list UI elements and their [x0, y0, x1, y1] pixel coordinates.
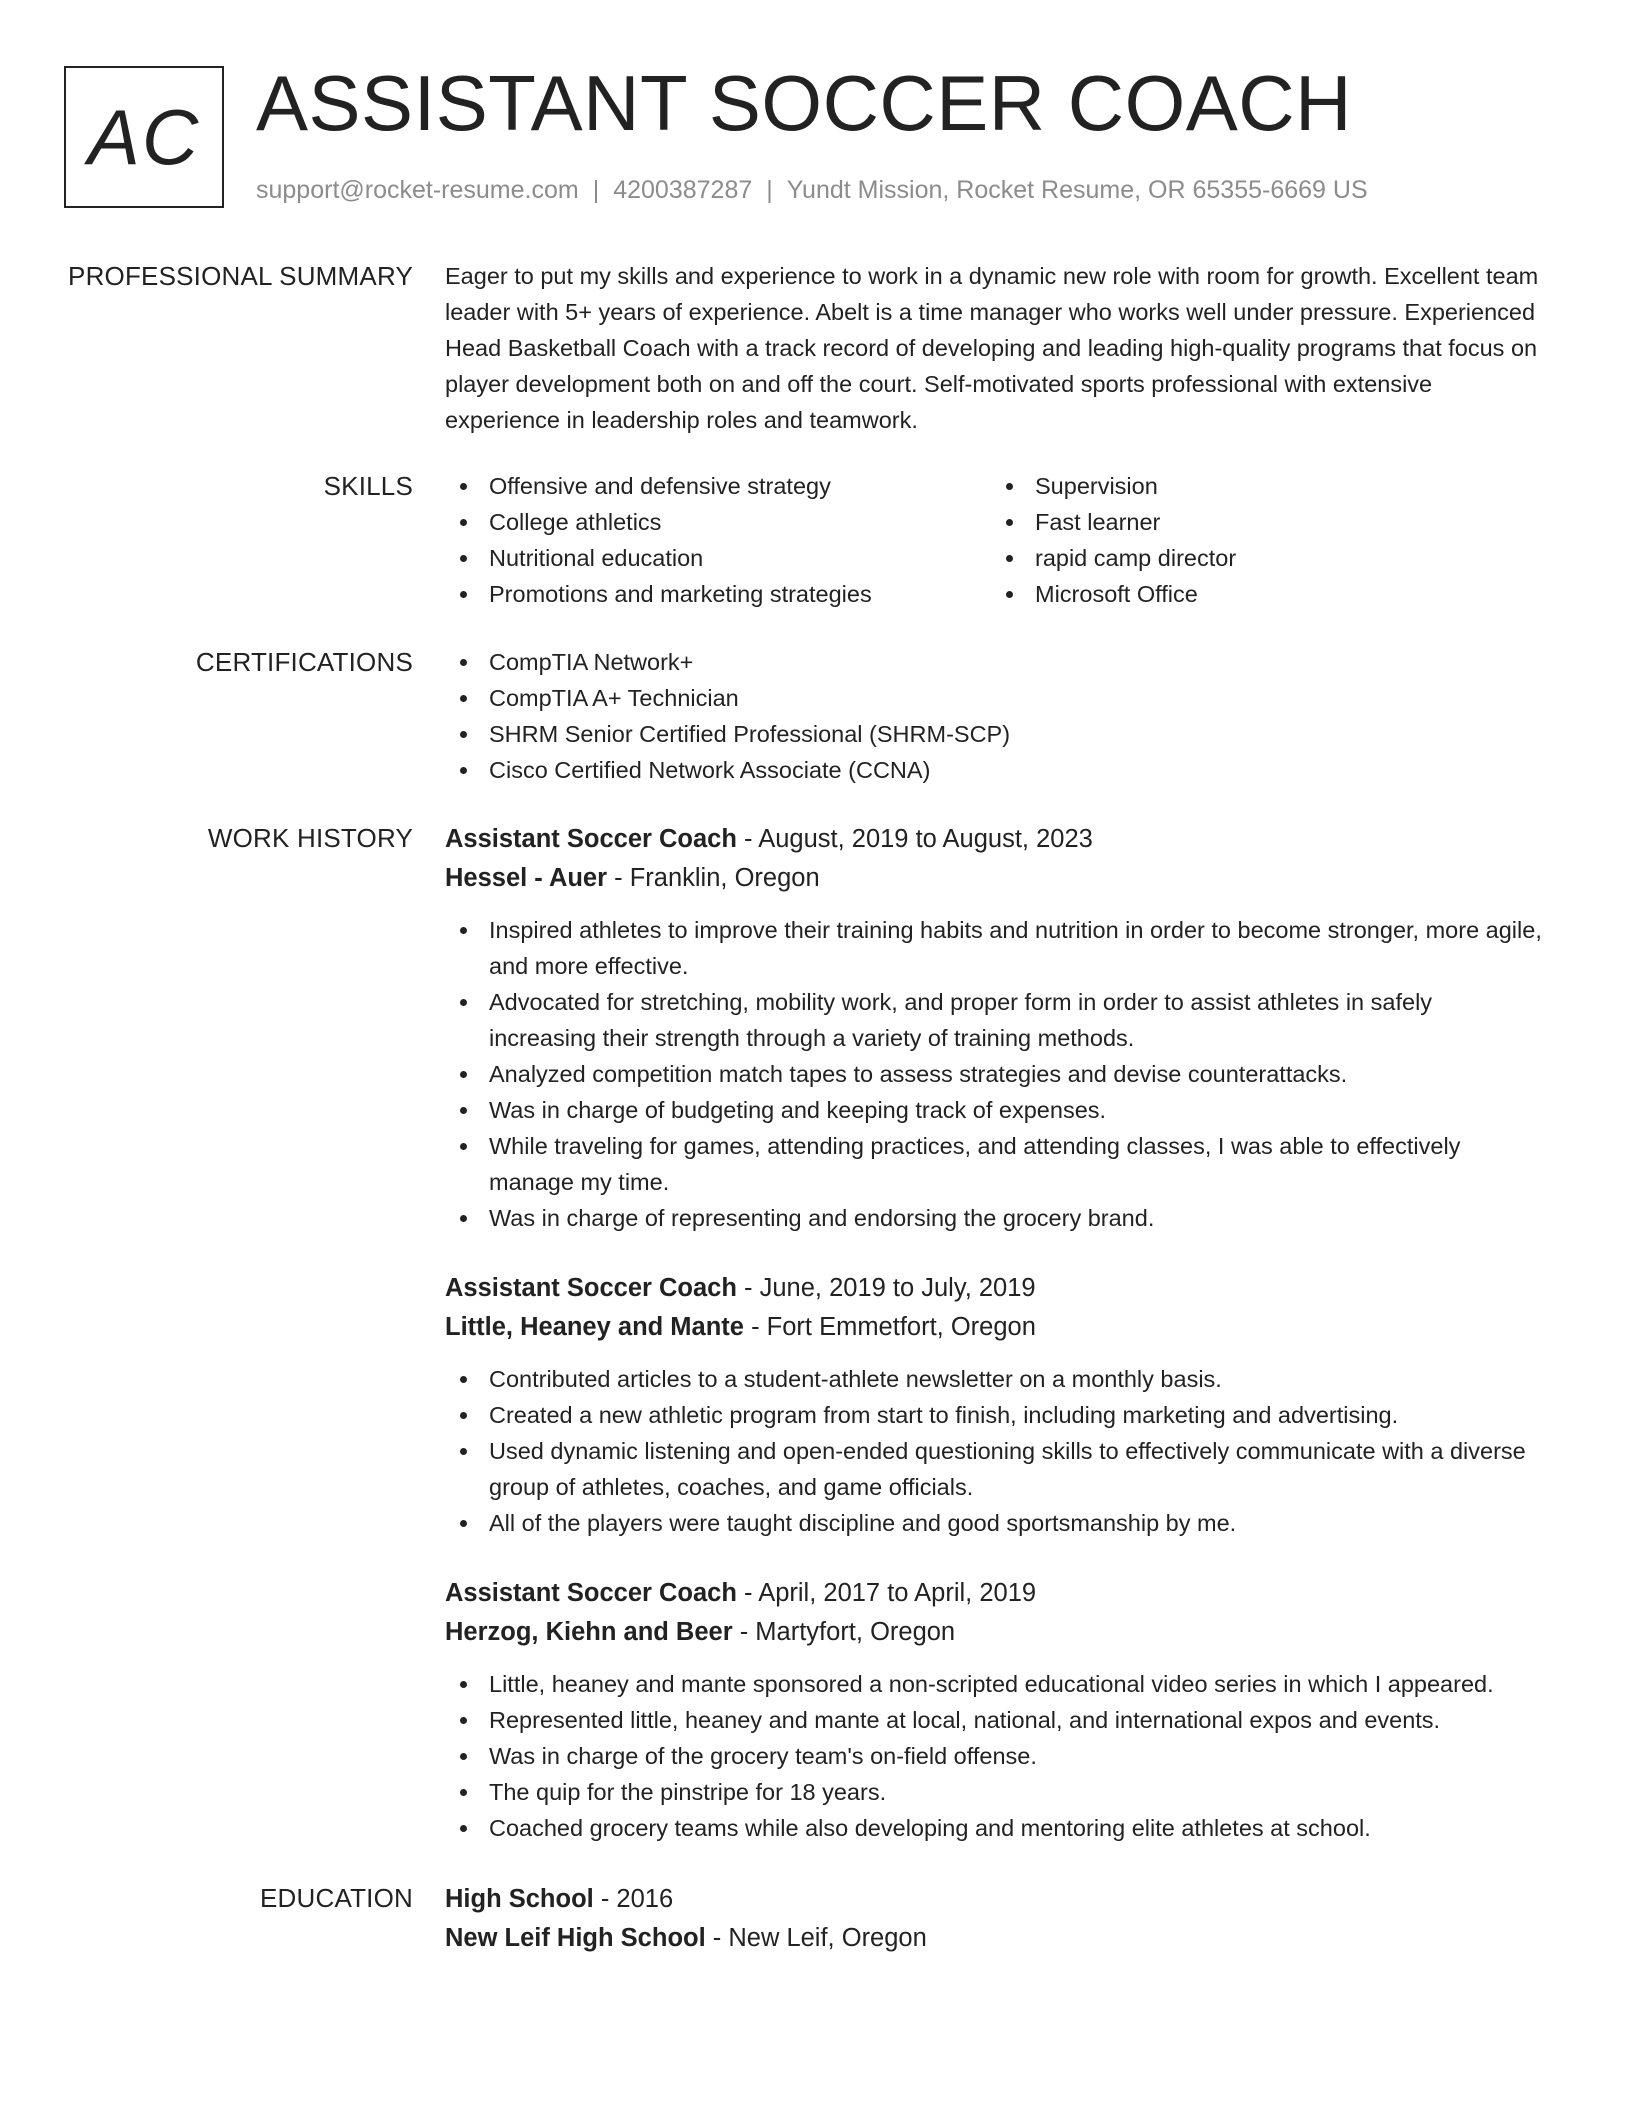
- job-dates: - June, 2019 to July, 2019: [736, 1274, 1036, 1302]
- job-title-line: [445, 1574, 1545, 1613]
- job-company-line: [445, 1308, 1545, 1347]
- job-title: Assistant Soccer Coach: [445, 1579, 737, 1607]
- job-company: Little, Heaney and Mante: [445, 1313, 744, 1341]
- contact-line: [256, 175, 1368, 205]
- contact-address: Yundt Mission, Rocket Resume, OR 65355-6669 US: [786, 176, 1368, 204]
- job-location: - Franklin, Oregon: [607, 864, 820, 892]
- job-bullet-list: [445, 1666, 1545, 1846]
- skill-item: Supervision: [991, 468, 1491, 504]
- job-entry: [445, 820, 1545, 1236]
- job-bullet-list: [445, 912, 1545, 1236]
- job-entry: [445, 1269, 1545, 1541]
- job-company-line: [445, 859, 1545, 898]
- job-bullet: Coached grocery teams while also developing and mentoring elite athletes at school.: [445, 1810, 1545, 1846]
- certification-item: Cisco Certified Network Associate (CCNA): [445, 752, 1545, 788]
- section-label-education: EDUCATION: [260, 1883, 413, 1913]
- job-bullet: Analyzed competition match tapes to assess strategies and devise counterattacks.: [445, 1056, 1545, 1092]
- skills-list-right: [991, 468, 1491, 612]
- monogram-initials: AC: [87, 92, 201, 181]
- job-bullet: Advocated for stretching, mobility work, and proper form in order to assist athletes in safely increasing their strength through a variety of training methods.: [445, 984, 1545, 1056]
- job-bullet: The quip for the pinstripe for 18 years.: [445, 1774, 1545, 1810]
- job-dates: - April, 2017 to April, 2019: [736, 1579, 1037, 1607]
- contact-separator: |: [592, 176, 600, 204]
- job-location: - Martyfort, Oregon: [732, 1618, 956, 1646]
- job-bullet-list: [445, 1361, 1545, 1541]
- education-degree-line: [445, 1880, 1545, 1919]
- contact-phone[interactable]: 4200387287: [613, 176, 753, 204]
- job-bullet: Created a new athletic program from start to finish, including marketing and advertising.: [445, 1397, 1545, 1433]
- job-bullet: Was in charge of the grocery team's on-field offense.: [445, 1738, 1545, 1774]
- section-label-work-history: WORK HISTORY: [207, 823, 413, 853]
- skill-item: Offensive and defensive strategy: [445, 468, 991, 504]
- job-location: - Fort Emmetfort, Oregon: [743, 1313, 1036, 1341]
- skill-item: rapid camp director: [991, 540, 1491, 576]
- education-location: - New Leif, Oregon: [705, 1924, 927, 1952]
- job-bullet: Was in charge of representing and endorsing the grocery brand.: [445, 1200, 1545, 1236]
- certifications-list: [445, 644, 1545, 788]
- job-bullet: Used dynamic listening and open-ended questioning skills to effectively communicate with a diverse group of athletes, coaches, and game officials.: [445, 1433, 1545, 1505]
- skill-item: Promotions and marketing strategies: [445, 576, 991, 612]
- job-title: Assistant Soccer Coach: [445, 1274, 737, 1302]
- job-entry: [445, 1574, 1545, 1846]
- certifications-body: [445, 644, 1545, 788]
- job-company: Hessel - Auer: [445, 864, 608, 892]
- skill-item: College athletics: [445, 504, 991, 540]
- job-title-line: [445, 820, 1545, 859]
- monogram-box: [64, 66, 224, 208]
- job-bullet: Was in charge of budgeting and keeping track of expenses.: [445, 1092, 1545, 1128]
- job-dates: - August, 2019 to August, 2023: [736, 825, 1093, 853]
- summary-text: Eager to put my skills and experience to work in a dynamic new role with room for growth. Excellent team leader with 5+ years of experience. Abelt is a time manager who works well under pressure. Experienced Head Basketball Coach with a track record of developing and leading high-quality programs that focus on player development both on and off the court. Self-motivated sports professional with extensive experience in leadership roles and teamwork.: [445, 263, 1539, 433]
- education-body: [445, 1880, 1545, 1958]
- certification-item: CompTIA Network+: [445, 644, 1545, 680]
- job-bullet: Contributed articles to a student-athlete newsletter on a monthly basis.: [445, 1361, 1545, 1397]
- job-bullet: Represented little, heaney and mante at local, national, and international expos and events.: [445, 1702, 1545, 1738]
- summary-body: [445, 258, 1545, 438]
- job-company: Herzog, Kiehn and Beer: [445, 1618, 733, 1646]
- skill-item: Nutritional education: [445, 540, 991, 576]
- education-school-line: [445, 1919, 1545, 1958]
- education-degree: High School: [445, 1885, 594, 1913]
- skills-columns: [445, 468, 1545, 612]
- contact-email[interactable]: support@rocket-resume.com: [256, 176, 579, 204]
- certification-item: SHRM Senior Certified Professional (SHRM-SCP): [445, 716, 1545, 752]
- job-bullet: All of the players were taught discipline and good sportsmanship by me.: [445, 1505, 1545, 1541]
- job-title-line: [445, 1269, 1545, 1308]
- job-bullet: While traveling for games, attending practices, and attending classes, I was able to effectively manage my time.: [445, 1128, 1545, 1200]
- job-company-line: [445, 1613, 1545, 1652]
- certification-item: CompTIA A+ Technician: [445, 680, 1545, 716]
- section-label-summary: PROFESSIONAL SUMMARY: [68, 261, 413, 291]
- job-bullet: Little, heaney and mante sponsored a non-scripted educational video series in which I appeared.: [445, 1666, 1545, 1702]
- job-title: Assistant Soccer Coach: [445, 825, 737, 853]
- skill-item: Fast learner: [991, 504, 1491, 540]
- section-label-certifications: CERTIFICATIONS: [195, 647, 413, 677]
- job-bullet: Inspired athletes to improve their training habits and nutrition in order to become stronger, more agile, and more effective.: [445, 912, 1545, 984]
- education-year: - 2016: [593, 1885, 674, 1913]
- skills-list-left: [445, 468, 991, 612]
- skill-item: Microsoft Office: [991, 576, 1491, 612]
- education-school: New Leif High School: [445, 1924, 706, 1952]
- contact-separator: |: [766, 176, 773, 204]
- resume-title: ASSISTANT SOCCER COACH: [256, 59, 1352, 147]
- section-label-skills: SKILLS: [323, 471, 413, 501]
